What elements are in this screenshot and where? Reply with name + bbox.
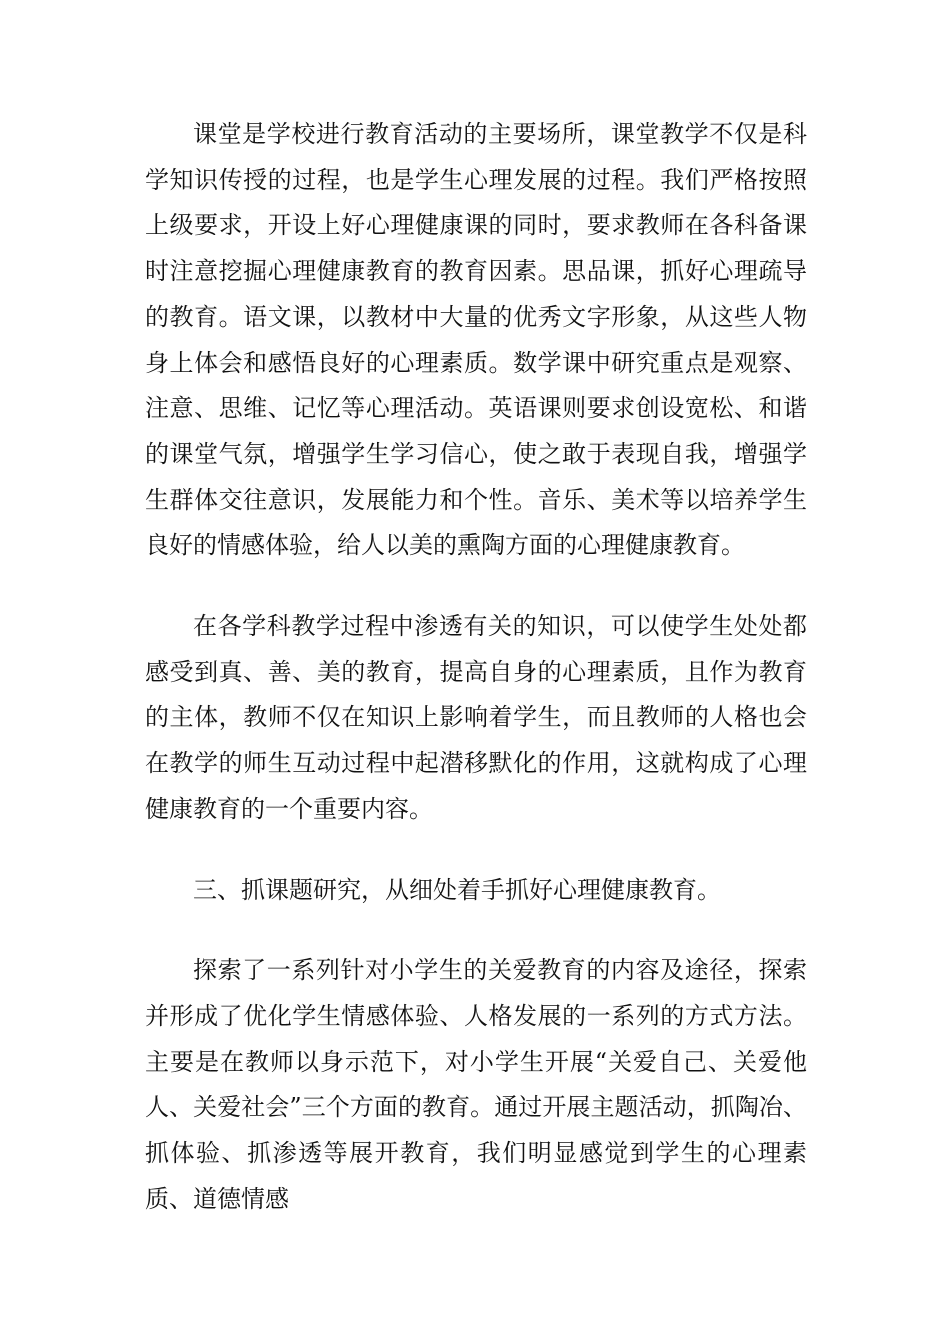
section-heading-research: 三、抓课题研究，从细处着手抓好心理健康教育。: [193, 875, 721, 904]
paragraph-subject-infiltration: 在各学科教学过程中渗透有关的知识，可以使学生处处都感受到真、善、美的教育，提高自身的心理素质，且作为教育的主体，教师不仅在知识上影响着学生，而且教师的人格也会在教学的师生互动过程中起潜移默化的作用，这就构成了心理健康教育的一个重要内容。: [145, 612, 807, 823]
paragraph-classroom-teaching: 课堂是学校进行教育活动的主要场所，课堂教学不仅是科学知识传授的过程，也是学生心理发展的过程。我们严格按照上级要求，开设上好心理健康课的同时，要求教师在各科备课时注意挖掘心理健康教育的教育因素。思品课，抓好心理疏导的教育。语文课，以教材中大量的优秀文字形象，从这些人物身上体会和感悟良好的心理素质。数学课中研究重点是观察、注意、思维、记忆等心理活动。英语课则要求创设宽松、和谐的课堂气氛，增强学生学习信心，使之敢于表现自我，增强学生群体交往意识，发展能力和个性。音乐、美术等以培养学生良好的情感体验，给人以美的熏陶方面的心理健康教育。: [145, 120, 807, 560]
paragraph-gap: [145, 913, 807, 948]
paragraph-gap: [145, 833, 807, 868]
paragraph-care-education: 探索了一系列针对小学生的关爱教育的内容及途径，探索并形成了优化学生情感体验、人格发展的一系列的方式方法。主要是在教师以身示范下，对小学生开展“关爱自己、关爱他人、关爱社会”三个方面的教育。通过开展主题活动，抓陶冶、抓体验、抓渗透等展开教育，我们明显感觉到学生的心理素质、道德情感: [145, 956, 807, 1213]
document-body: [145, 112, 807, 1222]
paragraph-gap: [145, 569, 807, 604]
